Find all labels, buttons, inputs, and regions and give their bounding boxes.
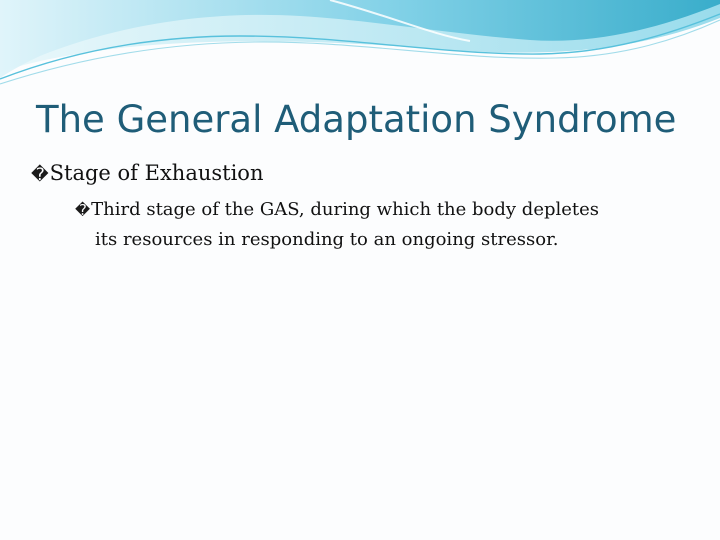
bullet-level-1 [31,158,691,188]
slide-title: The General Adaptation Syndrome [36,98,677,141]
bullet-level-2-line-1 [75,195,685,225]
bullet-level-2-line-2: its resources in responding to an ongoing stressor. [95,229,559,250]
bullet-level-2-text-line-1: Third stage of the GAS, during which the body depletes [91,199,600,220]
decorative-wave-header [0,0,720,95]
bullet-level-2 [75,195,685,254]
bullet-icon: � [31,165,49,185]
bullet-icon: � [75,202,91,219]
bullet-level-1-text: Stage of Exhaustion [49,161,264,185]
